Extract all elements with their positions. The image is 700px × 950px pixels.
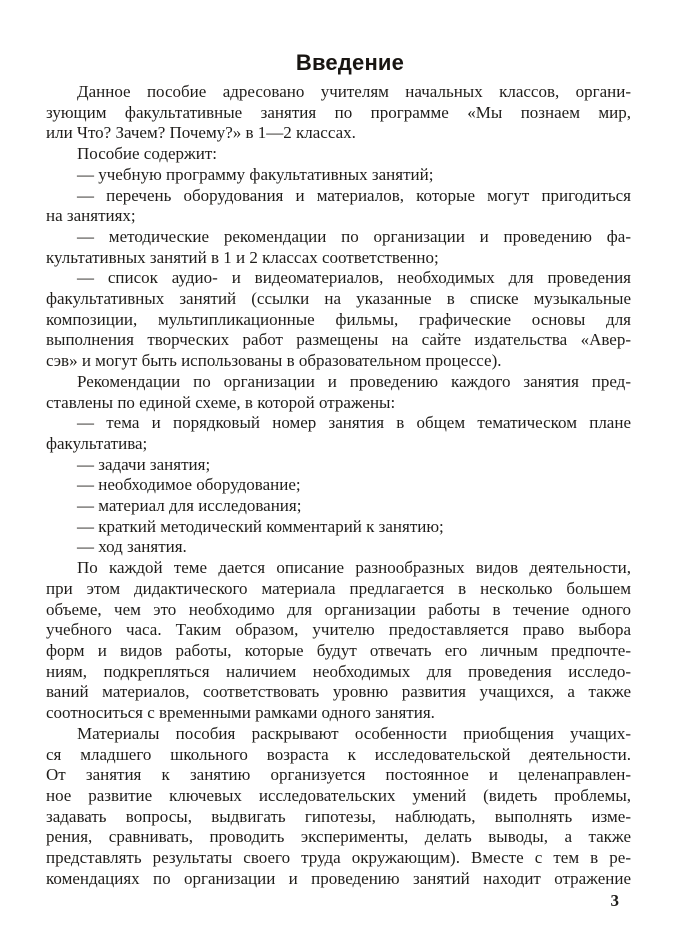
text-line: культативных занятий в 1 и 2 классах соответственно;	[46, 247, 439, 267]
text-line: представлять результаты своего труда окружающим). Вместе с тем в ре-	[46, 848, 631, 868]
text-line: ваний материалов, соответствовать уровню развития учащихся, а также	[46, 682, 631, 702]
page-number: 3	[610, 891, 619, 910]
paragraph	[46, 372, 631, 413]
text-line: композиции, мультипликационные фильмы, графические основы для	[46, 309, 631, 329]
text-line: на занятиях;	[46, 206, 136, 226]
text-line: — задачи занятия;	[77, 454, 211, 474]
text-line: Рекомендации по организации и проведению каждого занятия пред-	[77, 371, 631, 391]
text-line: ное развитие ключевых исследовательских умений (видеть проблемы,	[46, 785, 631, 805]
paragraph	[46, 517, 631, 538]
paragraph	[46, 165, 631, 186]
text-line: — ход занятия.	[77, 537, 187, 557]
paragraph	[46, 537, 631, 558]
text-line: — учебную программу факультативных занятий;	[77, 164, 434, 184]
paragraph	[46, 227, 631, 268]
text-line: учебного часа. Таким образом, учителю предоставляется право выбора	[46, 620, 631, 640]
text-line: сэв» и могут быть использованы в образовательном процессе).	[46, 351, 502, 371]
page-title: Введение	[295, 50, 405, 75]
text-line: ниям, подкрепляться наличием необходимых для проведения исследо-	[46, 661, 631, 681]
paragraph	[46, 82, 631, 144]
paragraph	[46, 413, 631, 454]
paragraph	[46, 268, 631, 372]
text-line: — краткий методический комментарий к занятию;	[77, 516, 444, 536]
text-line: факультативных занятий (ссылки на указанные в списке музыкальные	[46, 289, 631, 309]
text-line: — материал для исследования;	[77, 496, 302, 516]
text-line: Пособие содержит:	[77, 144, 218, 164]
text-line: задавать вопросы, выдвигать гипотезы, наблюдать, выполнять изме-	[46, 806, 631, 826]
paragraph	[46, 558, 631, 724]
paragraph	[46, 475, 631, 496]
text-line: соотноситься с временными рамками одного занятия.	[46, 703, 435, 723]
paragraph	[46, 455, 631, 476]
text-line: форм и видов работы, которые будут отвечать его личным предпочте-	[46, 640, 631, 660]
text-line: — тема и порядковый номер занятия в общем тематическом плане	[77, 413, 631, 433]
text-line: По каждой теме дается описание разнообразных видов деятельности,	[77, 558, 631, 578]
text-line: выполнения творческих работ размещены на сайте издательства «Авер-	[46, 330, 631, 350]
text-line: От занятия к занятию организуется постоянное и целенаправлен-	[46, 765, 631, 785]
text-line: Данное пособие адресовано учителям начальных классов, органи-	[77, 82, 631, 101]
text-line: — список аудио- и видеоматериалов, необходимых для проведения	[77, 268, 631, 288]
text-line: объеме, чем это необходимо для организации работы в течение одного	[46, 599, 631, 619]
text-line: — необходимое оборудование;	[77, 475, 301, 495]
text-line: ся младшего школьного возраста к исследовательской деятельности.	[46, 744, 631, 764]
text-line: или Что? Зачем? Почему?» в 1—2 классах.	[46, 123, 356, 143]
paragraph	[46, 496, 631, 517]
paragraph	[46, 186, 631, 227]
text-line: — перечень оборудования и материалов, которые могут пригодиться	[77, 185, 631, 205]
text-line: при этом дидактического материала предлагается в несколько большем	[46, 578, 631, 598]
text-line: зующим факультативные занятия по программе «Мы познаем мир,	[46, 102, 631, 122]
text-line: комендациях по организации и проведению занятий находит отражение	[46, 868, 631, 888]
paragraph	[46, 144, 631, 165]
text-line: рения, сравнивать, проводить эксперименты, делать выводы, а также	[46, 827, 631, 847]
text-line: ставлены по единой схеме, в которой отражены:	[46, 392, 396, 412]
paragraph	[46, 724, 631, 890]
text-line: Материалы пособия раскрывают особенности приобщения учащих-	[77, 723, 631, 743]
text-line: факультатива;	[46, 433, 148, 453]
body-text	[46, 82, 631, 889]
text-line: — методические рекомендации по организации и проведению фа-	[77, 226, 631, 246]
